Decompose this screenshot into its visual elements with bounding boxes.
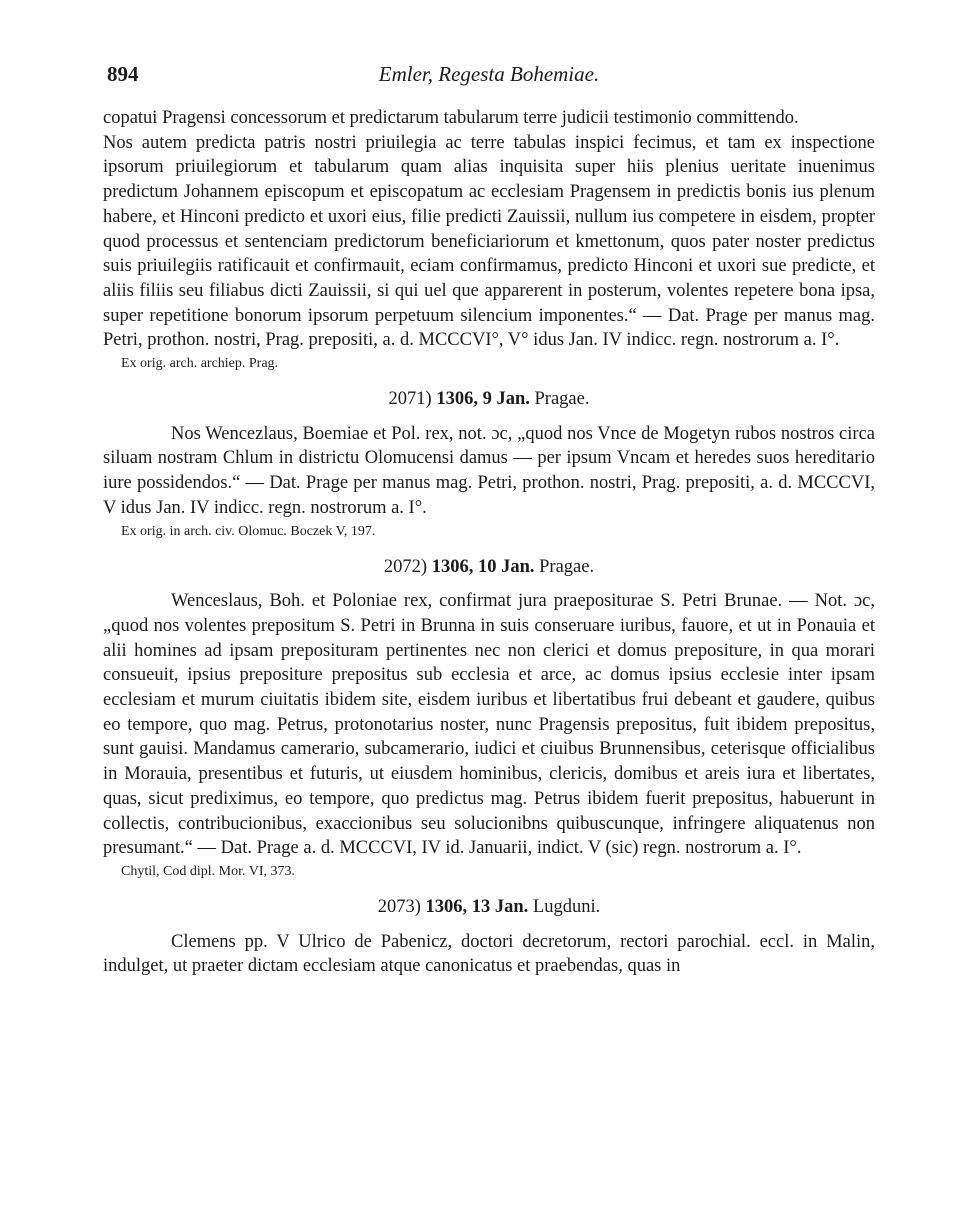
regest-day: 10 [477,556,497,577]
regest-number: 2073) [377,896,421,917]
regest-month: Jan. [501,556,535,577]
truncated-regest [103,930,875,980]
regest-year: 1306, [425,896,468,917]
regest-month: Jan. [494,896,529,917]
regest-heading-2073 [103,895,875,920]
regest-year: 1306, [436,389,478,410]
regest-month: Jan. [496,389,530,410]
page-header [103,62,875,92]
regest-day: 9 [482,389,492,410]
source-note: Ex orig. arch. archiep. Prag. [121,356,279,372]
continued-text: Nos autem predicta patris nostri priuilegia ac terre tabulas inspici fecimus, et tam ex inspectione ipsorum priuilegiorum et tabularum quam alias inquisita super hiis plenius ueritate inuenimus predictum Johannem episcopum et episcopatum ac ecclesiam Pragensem in predictis bonis ius plenum habere, et Hinconi predicto et uxori eius, filie predicti Zauissii, nullum ius competere in eisdem, propter quod processus et sentenciam predictorum beneficiariorum et kmettonum, quos pater noster predictus suis priuilegiis ratificauit et confirmauit, eciam confirmamus, predicto Hinconi et uxori sue predicte, et aliis filiis seu filiabus dicti Zauissii, si qui uel que apparerent in posterum, volentes repetere bona ipsa, super repetitione bonorum ipsorum perpetuum silencium imponentes.“ — Dat. Prage per manus mag. Petri, prothon. nostri, Prag. prepositi, a. d. MCCCVI°, V° idus Jan. IV indicc. regn. nostrorum a. I°. [103,132,875,351]
running-title: Emler, Regesta Bohemiae. [378,62,600,86]
regest-heading-2071 [103,387,875,412]
regest-heading-2072 [103,555,875,580]
page-body [103,106,875,980]
regest-number: 2071) [388,389,432,410]
regest-text: Nos Wencezlaus, Boemiae et Pol. rex, not. ɔc, „quod nos Vnce de Mogetyn rubos nostros circa siluam nostram Chlum in districtu Olomucensi damus — per ipsum Vncam et heredes suos hereditario iure possidendos.“ — Dat. Prage per manus mag. Petri, prothon. nostri, Prag. prepositi, a. d. MCCCVI, V idus Jan. IV indicc. regn. nostrorum a. I°. [103,423,875,518]
source-note: Chytil, Cod dipl. Mor. VI, 373. [121,863,295,879]
regest-day: 13 [471,896,491,917]
regest-text: Clemens pp. V Ulrico de Pabenicz, doctori decretorum, rectori parochial. eccl. in Malin, indulget, ut praeter dictam ecclesiam atque canonicatus et praebendas, quas in [103,931,875,977]
regest-number: 2072) [383,556,428,577]
source-note: Ex orig. in arch. civ. Olomuc. Boczek V, 197. [121,523,376,539]
regest-place: Pragae. [534,389,590,410]
continued-text-first-line: copatui Pragensi concessorum et predictarum tabularum terre judicii testimonio committendo. [103,108,799,128]
regest-place: Lugduni. [532,896,601,917]
page-number: 894 [107,62,139,86]
regest-text: Wenceslaus, Boh. et Poloniae rex, confirmat jura praepositurae S. Petri Brunae. — Not. ɔc, „quod nos volentes prepositum S. Petri in Brunna in suis conseruare iuribus, fauore, et ut in Ponauia et alii homines ad ipsam preposituram pertinentes nec non clerici et domus prepositure, in qua morari consueuit, ipsius prepositure prepositus sub ecclesia et arce, ac domus ipsius ecclesie inter ipsam ecclesiam et murum ciuitatis ibidem site, eisdem iuribus et libertatibus frui debeant et gaudere, quibus eo tempore, quo mag. Petrus, protonotarius noster, nunc Pragensis prepositus, fuit ibidem prepositus, sunt gauisi. Mandamus camerario, subcamerario, iudici et ciuibus Brunnensibus, ceterisque officialibus in Morauia, presentibus et futuris, ut eiusdem hominibus, clericis, domibus et areis iura et libertates, quas, sicut prediximus, eo tempore, quo predictus mag. Petrus ibidem fuerit prepositus, habuerunt in collectis, contribucionibus, exaccionibus seu solucionibns quibuscunque, infringere aliquatenus non presumant.“ — Dat. Prage a. d. MCCCVI, IV id. Januarii, indict. V (sic) regn. nostrorum a. I°. [103,591,875,859]
regest-place: Pragae. [539,556,595,577]
regest-year: 1306, [431,556,474,577]
